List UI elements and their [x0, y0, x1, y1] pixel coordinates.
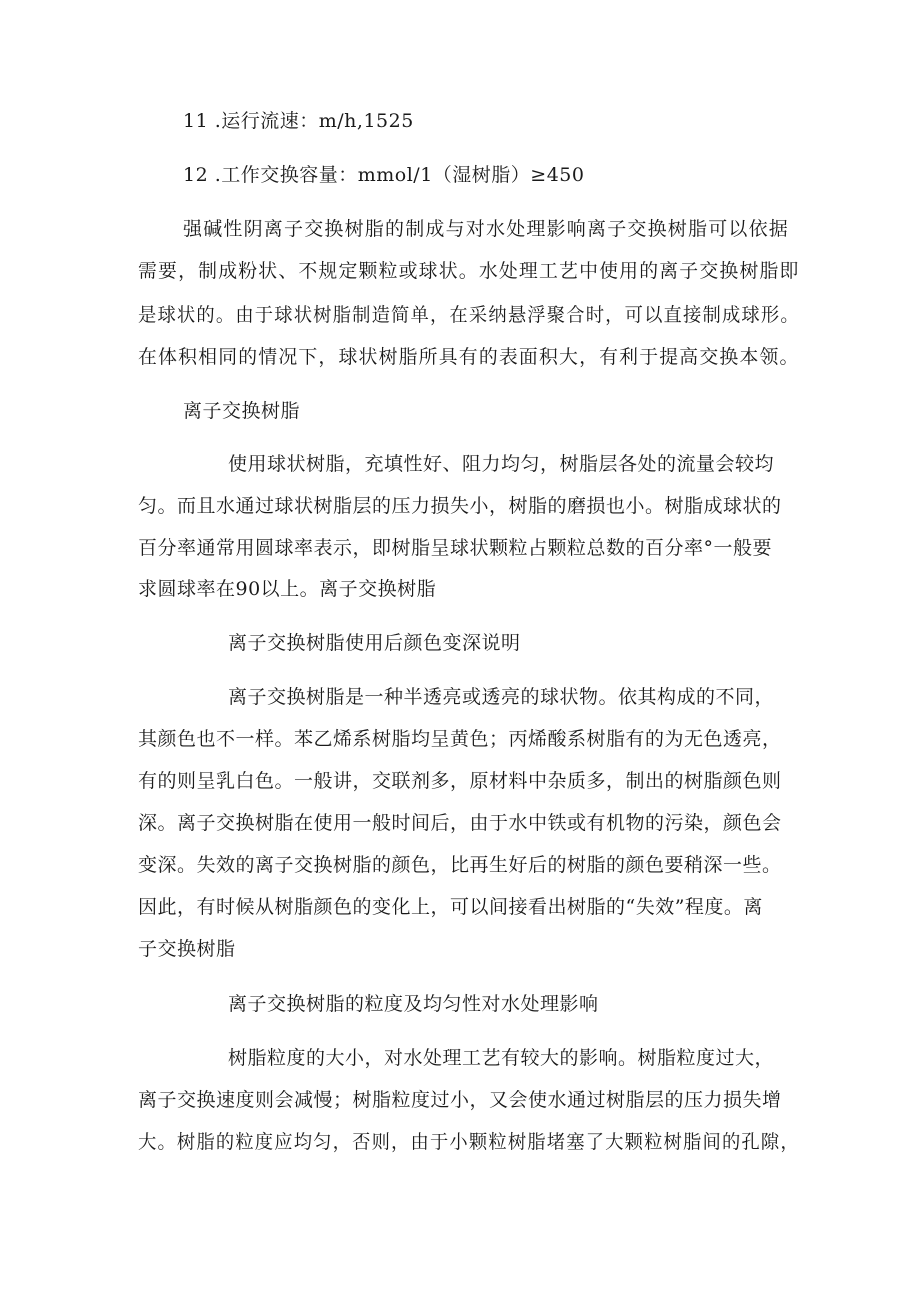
paragraph-line: 需要，制成粉状、不规定颗粒或球状。水处理工艺中使用的离子交换树脂即 [138, 260, 800, 282]
paragraph-line: 强碱性阴离子交换树脂的制成与对水处理影响离子交换树脂可以依据 [183, 218, 790, 240]
paragraph-line: 大。树脂的粒度应均匀，否则，由于小颗粒树脂堵塞了大颗粒树脂间的孔隙， [138, 1131, 800, 1153]
paragraph-line: 离子交换速度则会减慢；树脂粒度过小，又会使水通过树脂层的压力损失增 [138, 1089, 782, 1111]
paragraph-line: 是球状的。由于球状树脂制造简单，在采纳悬浮聚合时，可以直接制成球形。 [138, 304, 800, 326]
paragraph-line: 树脂粒度的大小，对水处理工艺有较大的影响。树脂粒度过大， [228, 1047, 775, 1069]
paragraph-line: 其颜色也不一样。苯乙烯系树脂均呈黄色；丙烯酸系树脂有的为无色透亮， [138, 728, 782, 750]
paragraph-line: 有的则呈乳白色。一般讲，交联剂多，原材料中杂质多，制出的树脂颜色则 [138, 770, 782, 792]
paragraph-line: 子交换树脂 [138, 938, 236, 960]
section-heading: 离子交换树脂使用后颜色变深说明 [228, 632, 521, 654]
paragraph-line: 离子交换树脂是一种半透亮或透亮的球状物。依其构成的不同， [228, 686, 775, 708]
section-heading: 离子交换树脂的粒度及均匀性对水处理影响 [228, 993, 599, 1015]
paragraph-line: 变深。失效的离子交换树脂的颜色，比再生好后的树脂的颜色要稍深一些。 [138, 854, 782, 876]
list-item-11: 11 .运行流速：m/h,1525 [183, 110, 414, 132]
paragraph-line: 使用球状树脂，充填性好、阻力均匀，树脂层各处的流量会较均 [228, 453, 775, 475]
paragraph-line: 因此，有时候从树脂颜色的变化上，可以间接看出树脂的“失效”程度。离 [138, 896, 763, 918]
paragraph-line: 求圆球率在90以上。离子交换树脂 [138, 578, 437, 600]
paragraph-line: 百分率通常用圆球率表示，即树脂呈球状颗粒占颗粒总数的百分率°一般要 [138, 537, 773, 559]
list-item-12: 12 .工作交换容量：mmol/1（湿树脂）≥450 [183, 164, 585, 186]
paragraph-line: 深。离子交换树脂在使用一般时间后，由于水中铁或有机物的污染，颜色会 [138, 812, 782, 834]
section-heading: 离子交换树脂 [183, 400, 301, 422]
paragraph-line: 匀。而且水通过球状树脂层的压力损失小，树脂的磨损也小。树脂成球状的 [138, 495, 782, 517]
paragraph-line: 在体积相同的情况下，球状树脂所具有的表面积大，有利于提高交换本领。 [138, 346, 800, 368]
